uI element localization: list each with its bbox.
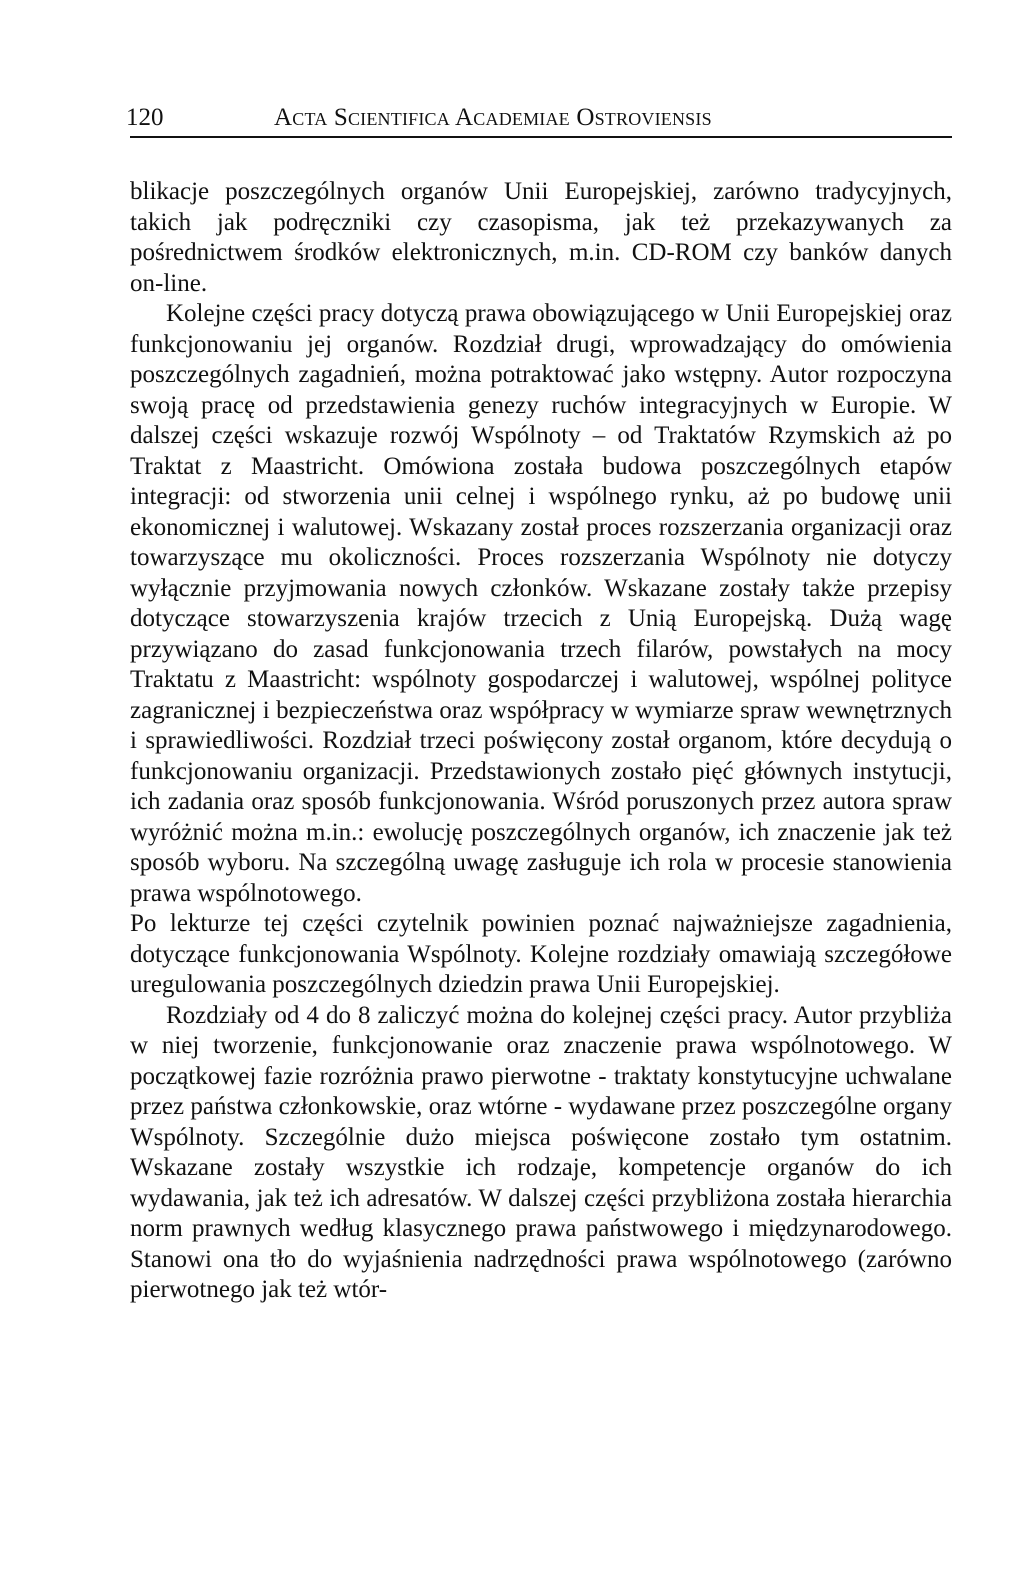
body-text <box>130 177 952 1306</box>
journal-title: Acta Scientifica Academiae Ostroviensis <box>274 104 712 131</box>
paragraph-continuation: blikacje poszczególnych organów Unii Europejskiej, zarówno tradycyjnych, takich jak podręczniki czy czasopisma, jak też przekazywanych za pośrednictwem środków elektronicznych, m.in. CD-ROM czy banków danych on-line. <box>130 178 952 297</box>
paragraph-truncated: Rozdziały od 4 do 8 zaliczyć można do kolejnej części pracy. Autor przybliża w niej tworzenie, funkcjonowanie oraz znaczenie prawa wspólnotowego. W początkowej fazie rozróżnia prawo pierwotne - traktaty konstytucyjne uchwalane przez państwa członkowskie, oraz wtórne - wydawane przez poszczególne organy Wspólnoty. Szczególnie dużo miejsca poświęcone zostało tym ostatnim. Wskazane zostały wszystkie ich rodzaje, kompetencje organów do ich wydawania, jak też ich adresatów. W dalszej części przybliżona została hierarchia norm prawnych według klasycznego prawa państwowego i międzynarodowego. Stanowi ona tło do wyjaśnienia nadrzędności prawa wspólnotowego (zarówno pierwotnego jak też wtór- <box>130 1001 952 1303</box>
paragraph: Po lekturze tej części czytelnik powinien poznać najważniejsze zagadnienia, dotyczące funkcjonowania Wspólnoty. Kolejne rozdziały omawiają szczegółowe uregulowania poszczególnych dziedzin prawa Unii Europejskiej. <box>130 910 952 998</box>
document-page <box>126 100 952 1306</box>
paragraph: Kolejne części pracy dotyczą prawa obowiązującego w Unii Europejskiej oraz funkcjonowaniu jej organów. Rozdział drugi, wprowadzający do omówienia poszczególnych zagadnień, można potraktować jako wstępny. Autor rozpoczyna swoją pracę od przedstawienia genezy ruchów integracyjnych w Europie. W dalszej części wskazuje rozwój Wspólnoty – od Traktatów Rzymskich aż po Traktat z Maastricht. Omówiona została budowa poszczególnych etapów integracji: od stworzenia unii celnej i wspólnego rynku, aż po budowę unii ekonomicznej i walutowej. Wskazany został proces rozszerzania organizacji oraz towarzyszące mu okoliczności. Proces rozszerzania Wspólnoty nie dotyczy wyłącznie przyjmowania nowych członków. Wskazane zostały także przepisy dotyczące stowarzyszenia krajów trzecich z Unią Europejską. Dużą wagę przywiązano do zasad funkcjonowania trzech filarów, powstałych na mocy Traktatu z Maastricht: wspólnoty gospodarczej i walutowej, wspólnej polityce zagranicznej i bezpieczeństwa oraz współpracy w wymiarze spraw wewnętrznych i sprawiedliwości. Rozdział trzeci poświęcony został organom, które decydują o funkcjonowaniu organizacji. Przedstawionych zostało pięć głównych instytucji, ich zadania oraz sposób funkcjonowania. Wśród poruszonych przez autora spraw wyróżnić można m.in.: ewolucję poszczególnych organów, ich znaczenie jak też sposób wyboru. Na szczególną uwagę zasługuje ich rola w procesie stanowienia prawa wspólnotowego. <box>130 300 952 907</box>
page-number: 120 <box>126 104 164 131</box>
running-header <box>126 100 952 138</box>
